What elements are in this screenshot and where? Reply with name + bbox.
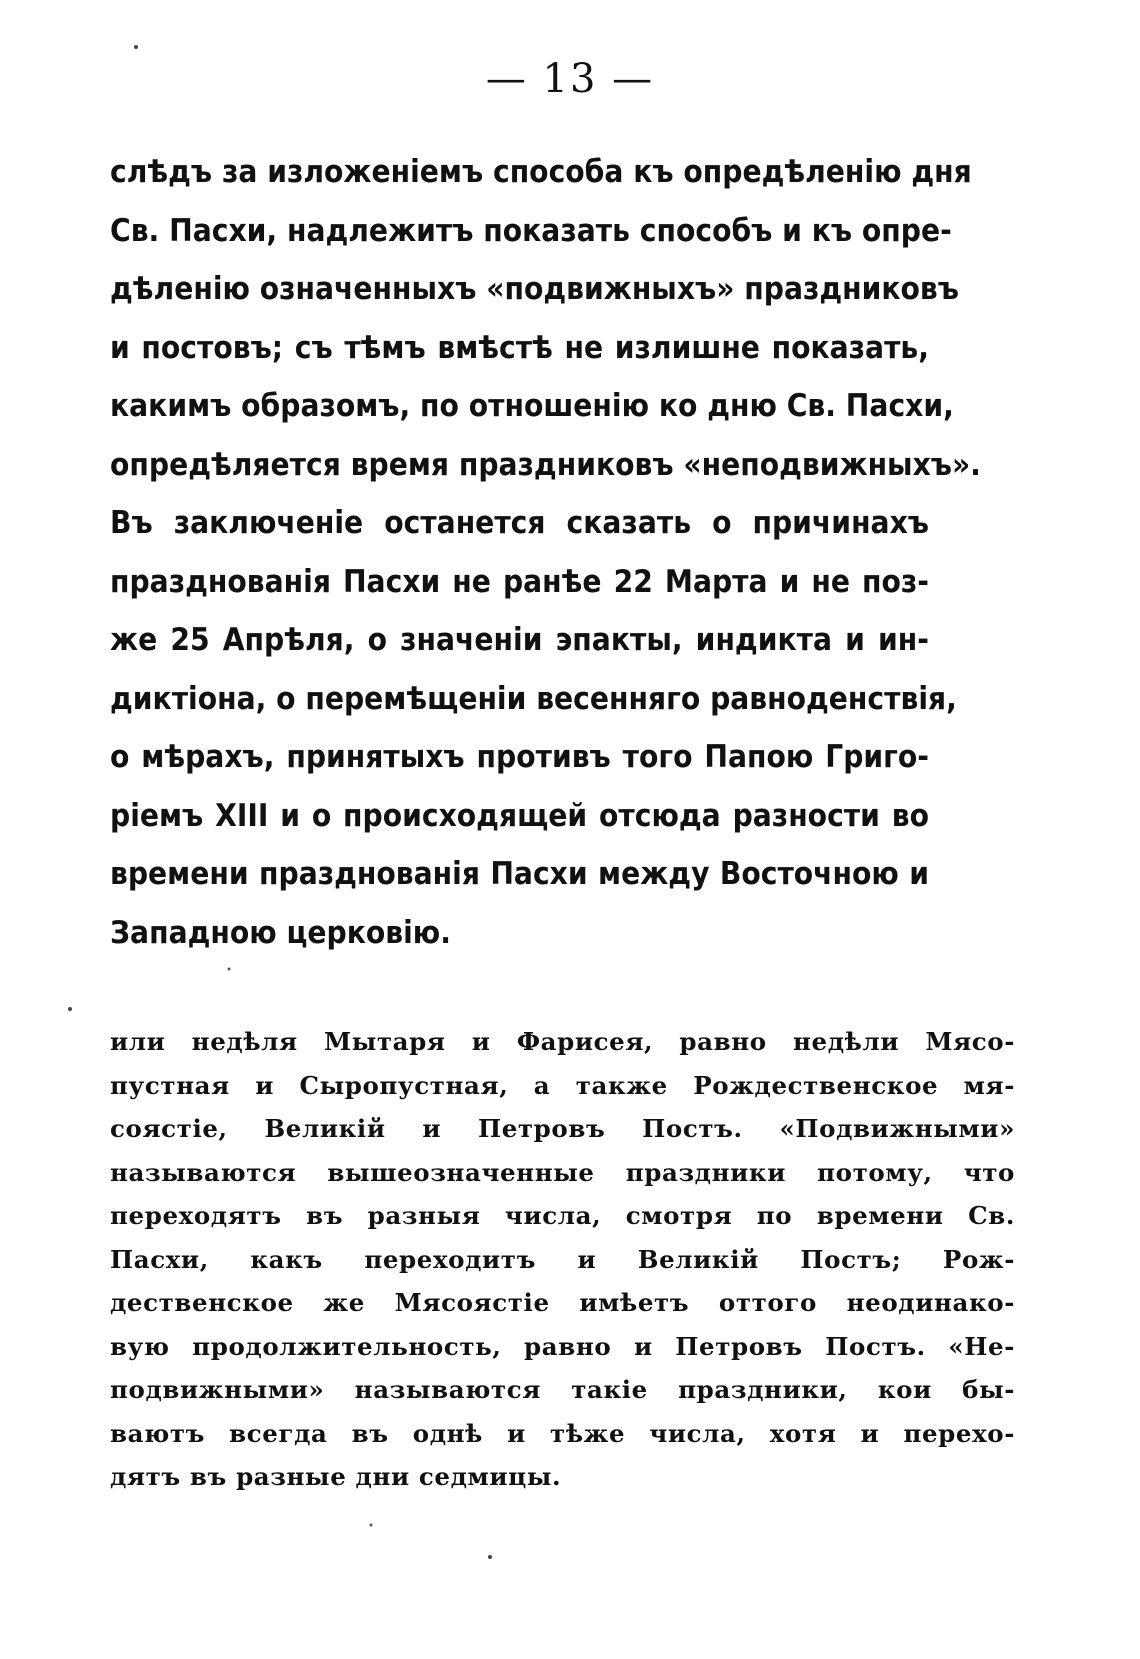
- footnote-line: пустная и Сыропустная, а также Рождественское мя-: [110, 1070, 1015, 1100]
- page-number: — 13 —: [485, 56, 655, 102]
- text-line: опредѣляется время праздниковъ «неподвижныхъ».: [110, 446, 981, 483]
- text-line: ріемъ XIII и о происходящей отсюда разности во: [110, 797, 929, 834]
- text-line: дѣленію означенныхъ «подвижныхъ» праздниковъ: [110, 271, 959, 307]
- footnote-line: подвижными» называются такіе праздники, кои бы-: [110, 1375, 1015, 1404]
- text-line: Св. Пасхи, надлежитъ показать способъ и къ опре-: [110, 212, 952, 249]
- speck: [68, 1007, 72, 1011]
- footnote-line: ваютъ всегда въ однѣ и тѣже числа, хотя и перехо-: [110, 1418, 1015, 1448]
- footnote-line: Пасхи, какъ переходитъ и Великій Постъ; Рож-: [110, 1244, 1015, 1274]
- speck: [370, 1524, 373, 1527]
- footnote-line: называются вышеозначенные праздники потому, что: [110, 1157, 1015, 1187]
- text-line: и постовъ; съ тѣмъ вмѣстѣ не излишне показать,: [110, 329, 929, 366]
- footnote-line: или недѣля Мытаря и Фарисея, равно недѣли Мясо-: [110, 1027, 1015, 1056]
- speck: [228, 968, 231, 971]
- footnote-line: переходятъ въ разныя числа, смотря по времени Св.: [110, 1201, 1015, 1230]
- text-line: диктіона, о перемѣщеніи весенняго равноденствія,: [110, 680, 957, 717]
- text-line: какимъ образомъ, по отношенію ко дню Св. Пасхи,: [110, 388, 954, 424]
- text-line: празднованія Пасхи не ранѣе 22 Марта и не поз-: [110, 563, 929, 600]
- speck: [134, 45, 138, 49]
- text-line: Въ заключеніе останется сказать о причинахъ: [110, 505, 929, 541]
- text-line: о мѣрахъ, принятыхъ противъ того Папою Григо-: [110, 739, 929, 775]
- footnote-line-last: дятъ въ разные дни седмицы.: [110, 1462, 562, 1491]
- text-line: времени празднованія Пасхи между Восточною и: [110, 856, 929, 892]
- footnote-line: соястіе, Великій и Петровъ Постъ. «Подвижными»: [110, 1114, 1015, 1143]
- footnote-line: вую продолжительность, равно и Петровъ Постъ. «Не-: [110, 1331, 1015, 1361]
- footnote-line: дественское же Мясоястіе имѣетъ оттого неодинако-: [110, 1288, 1015, 1317]
- text-line: слѣдъ за изложеніемъ способа къ опредѣленію дня: [110, 154, 972, 190]
- text-line: же 25 Апрѣля, о значеніи эпакты, индикта и ин-: [110, 622, 929, 658]
- speck: [488, 1555, 492, 1559]
- text-line-last: Западною церковію.: [110, 914, 451, 951]
